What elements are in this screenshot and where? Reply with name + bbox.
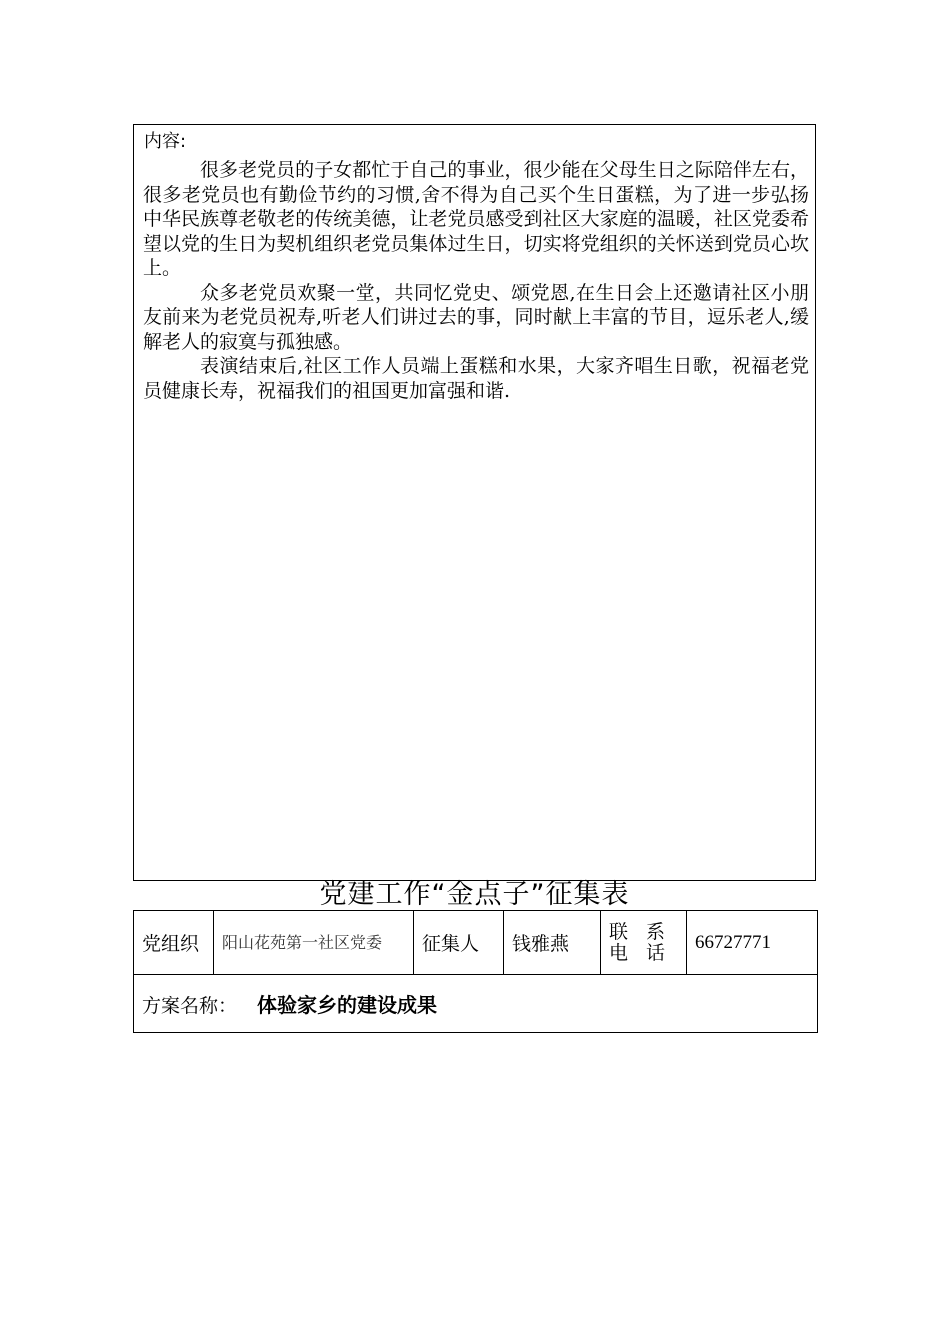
contact-label-cell xyxy=(601,911,687,975)
content-paragraph-1: 很多老党员的子女都忙于自己的事业，很少能在父母生日之际陪伴左右，很多老党员也有勤俭节约的习惯,舍不得为自己买个生日蛋糕，为了进一步弘扬中华民族尊老敬老的传统美德，让老党员感受到社区大家庭的温暖，社区党委希望以党的生日为契机组织老党员集体过生日，切实将党组织的关怀送到党员心坎上。 xyxy=(143,159,809,279)
collector-value: 钱雅燕 xyxy=(512,933,570,955)
collector-value-cell xyxy=(504,911,601,975)
content-paragraph-3: 表演结束后,社区工作人员端上蛋糕和水果，大家齐唱生日歌，祝福老党员健康长寿，祝福我们的祖国更加富强和谐. xyxy=(143,355,809,402)
phone-value-cell xyxy=(687,911,818,975)
collector-label-cell xyxy=(414,911,504,975)
org-value-cell xyxy=(214,911,414,975)
org-label-cell xyxy=(134,911,214,975)
contact-label-line2: 电 话 xyxy=(609,941,672,964)
content-body xyxy=(143,158,809,403)
contact-label-line1: 联 系 xyxy=(609,920,672,943)
collection-form-table xyxy=(133,910,818,1033)
collector-label: 征集人 xyxy=(422,933,480,955)
form-row-info xyxy=(134,911,818,975)
org-label: 党组织 xyxy=(142,933,200,955)
plan-cell xyxy=(134,975,818,1033)
content-label: 内容: xyxy=(144,131,187,152)
org-value: 阳山花苑第一社区党委 xyxy=(222,932,383,952)
content-box xyxy=(133,124,816,881)
form-title: 党建工作“金点子”征集表 xyxy=(319,879,630,910)
form-row-plan xyxy=(134,975,818,1033)
content-paragraph-2: 众多老党员欢聚一堂，共同忆党史、颂党恩,在生日会上还邀请社区小朋友前来为老党员祝寿,听老人们讲过去的事，同时献上丰富的节目，逗乐老人,缓解老人的寂寞与孤独感。 xyxy=(143,281,809,353)
phone-value: 66727771 xyxy=(695,931,771,953)
plan-value: 体验家乡的建设成果 xyxy=(257,993,438,1017)
plan-label: 方案名称： xyxy=(142,995,238,1017)
